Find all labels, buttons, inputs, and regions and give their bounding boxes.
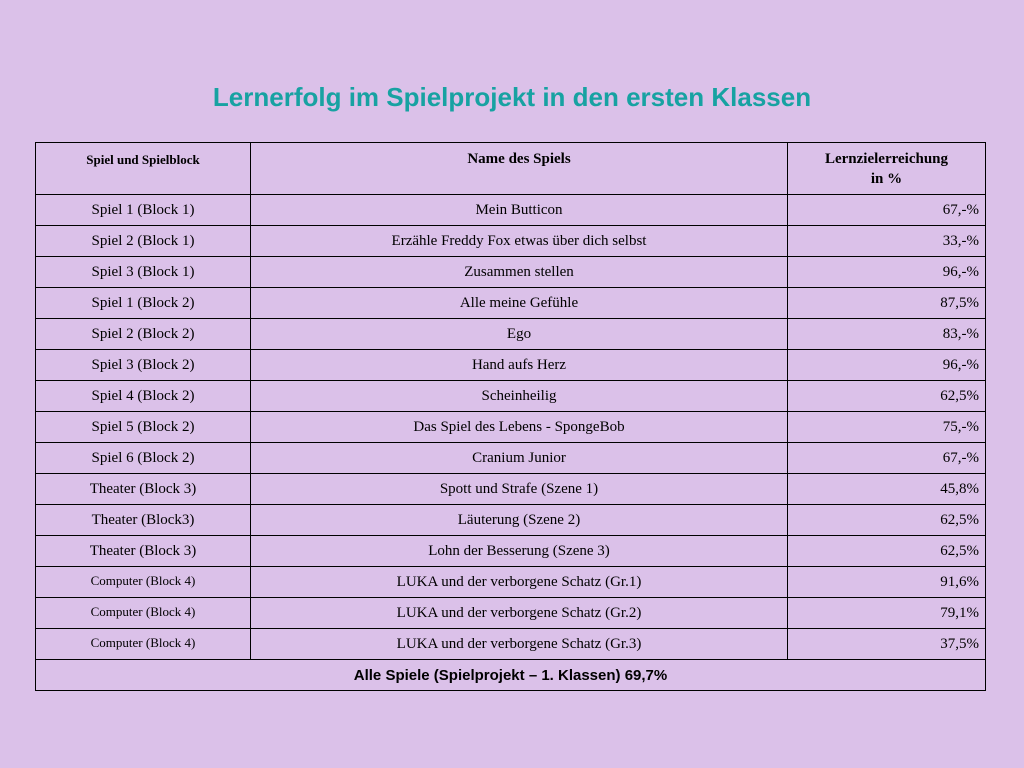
table-row	[36, 629, 986, 660]
table-row	[36, 474, 986, 505]
cell-block: Spiel 3 (Block 1)	[36, 257, 251, 288]
cell-game-name: Alle meine Gefühle	[251, 288, 788, 319]
cell-game-name: Zusammen stellen	[251, 257, 788, 288]
table-row	[36, 350, 986, 381]
table-row	[36, 257, 986, 288]
cell-percent: 67,-%	[788, 443, 986, 474]
table-row	[36, 505, 986, 536]
cell-block: Spiel 1 (Block 2)	[36, 288, 251, 319]
cell-percent: 62,5%	[788, 505, 986, 536]
cell-percent: 79,1%	[788, 598, 986, 629]
header-row	[36, 143, 986, 195]
summary-row	[36, 660, 986, 691]
cell-percent: 83,-%	[788, 319, 986, 350]
cell-game-name: Das Spiel des Lebens - SpongeBob	[251, 412, 788, 443]
table-row	[36, 443, 986, 474]
cell-percent: 62,5%	[788, 536, 986, 567]
cell-game-name: LUKA und der verborgene Schatz (Gr.3)	[251, 629, 788, 660]
cell-percent: 96,-%	[788, 350, 986, 381]
table-row	[36, 319, 986, 350]
header-percent	[788, 143, 986, 195]
table-row	[36, 288, 986, 319]
header-name: Name des Spiels	[251, 143, 788, 195]
cell-game-name: LUKA und der verborgene Schatz (Gr.2)	[251, 598, 788, 629]
table-row	[36, 536, 986, 567]
table-row	[36, 567, 986, 598]
cell-game-name: Spott und Strafe (Szene 1)	[251, 474, 788, 505]
cell-block: Spiel 2 (Block 1)	[36, 226, 251, 257]
cell-game-name: Mein Butticon	[251, 195, 788, 226]
cell-percent: 96,-%	[788, 257, 986, 288]
cell-block: Spiel 5 (Block 2)	[36, 412, 251, 443]
cell-game-name: Lohn der Besserung (Szene 3)	[251, 536, 788, 567]
table-row	[36, 226, 986, 257]
cell-block: Theater (Block 3)	[36, 536, 251, 567]
cell-game-name: LUKA und der verborgene Schatz (Gr.1)	[251, 567, 788, 598]
header-percent-line2: in %	[870, 171, 903, 187]
cell-percent: 37,5%	[788, 629, 986, 660]
cell-percent: 75,-%	[788, 412, 986, 443]
cell-block: Theater (Block 3)	[36, 474, 251, 505]
cell-block: Spiel 4 (Block 2)	[36, 381, 251, 412]
page-title: Lernerfolg im Spielprojekt in den ersten Klassen	[212, 82, 812, 112]
table-row	[36, 412, 986, 443]
cell-percent: 45,8%	[788, 474, 986, 505]
header-block: Spiel und Spielblock	[36, 143, 251, 195]
cell-block: Spiel 1 (Block 1)	[36, 195, 251, 226]
cell-game-name: Ego	[251, 319, 788, 350]
cell-percent: 33,-%	[788, 226, 986, 257]
cell-block: Computer (Block 4)	[36, 629, 251, 660]
results-table	[35, 142, 986, 691]
cell-game-name: Scheinheilig	[251, 381, 788, 412]
table-row	[36, 195, 986, 226]
cell-game-name: Erzähle Freddy Fox etwas über dich selbst	[251, 226, 788, 257]
cell-block: Computer (Block 4)	[36, 567, 251, 598]
cell-block: Computer (Block 4)	[36, 598, 251, 629]
cell-game-name: Cranium Junior	[251, 443, 788, 474]
header-percent-line1: Lernzielerreichung	[824, 151, 949, 167]
table-row	[36, 598, 986, 629]
cell-percent: 62,5%	[788, 381, 986, 412]
cell-block: Spiel 3 (Block 2)	[36, 350, 251, 381]
table-row	[36, 381, 986, 412]
cell-game-name: Läuterung (Szene 2)	[251, 505, 788, 536]
cell-game-name: Hand aufs Herz	[251, 350, 788, 381]
summary-cell: Alle Spiele (Spielprojekt – 1. Klassen) 69,7%	[36, 660, 986, 691]
cell-percent: 87,5%	[788, 288, 986, 319]
cell-percent: 67,-%	[788, 195, 986, 226]
cell-block: Spiel 6 (Block 2)	[36, 443, 251, 474]
cell-block: Spiel 2 (Block 2)	[36, 319, 251, 350]
cell-percent: 91,6%	[788, 567, 986, 598]
cell-block: Theater (Block3)	[36, 505, 251, 536]
